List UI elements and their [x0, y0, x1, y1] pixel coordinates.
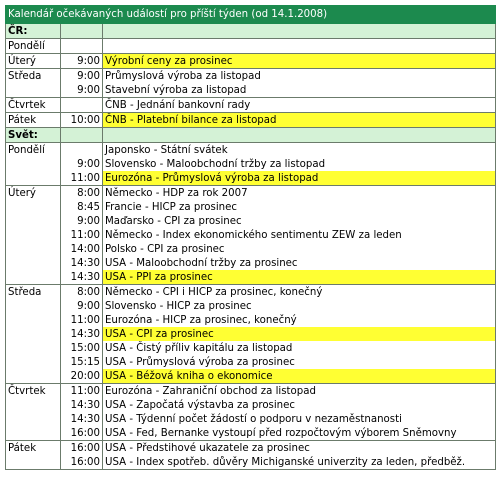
- event-row: [6, 54, 496, 69]
- day-cell: Středa: [6, 285, 61, 300]
- day-cell: Středa: [6, 69, 61, 84]
- event-row: [6, 200, 496, 214]
- event-description: Průmyslová výroba za listopad: [103, 69, 496, 84]
- day-cell: [6, 242, 61, 256]
- event-description: Francie - HICP za prosinec: [103, 200, 496, 214]
- event-description: USA - CPI za prosinec: [103, 327, 496, 341]
- day-cell: Pondělí: [6, 143, 61, 158]
- event-description: Maďarsko - CPI za prosinec: [103, 214, 496, 228]
- event-description: Polsko - CPI za prosinec: [103, 242, 496, 256]
- event-time: 14:30: [61, 256, 103, 270]
- day-cell: [6, 214, 61, 228]
- event-row: [6, 270, 496, 285]
- section-label: ČR:: [6, 24, 61, 39]
- event-time: 20:00: [61, 369, 103, 384]
- event-row: [6, 341, 496, 355]
- day-cell: [6, 171, 61, 186]
- event-row: [6, 186, 496, 201]
- section-label: Svět:: [6, 128, 61, 143]
- event-time: 9:00: [61, 83, 103, 98]
- event-time: 11:00: [61, 313, 103, 327]
- day-cell: Čtvrtek: [6, 384, 61, 399]
- day-cell: [6, 327, 61, 341]
- event-time: 10:00: [61, 113, 103, 128]
- day-cell: [6, 341, 61, 355]
- event-row: [6, 299, 496, 313]
- event-time: 16:00: [61, 455, 103, 470]
- section-event-cell: [103, 128, 496, 143]
- event-description: ČNB - Platební bilance za listopad: [103, 113, 496, 128]
- event-description: USA - Index spotřeb. důvěry Michiganské univerzity za leden, předběž.: [103, 455, 496, 470]
- day-cell: Pátek: [6, 113, 61, 128]
- event-description: Stavební výroba za listopad: [103, 83, 496, 98]
- event-time: 9:00: [61, 157, 103, 171]
- event-description: Slovensko - Maloobchodní tržby za listopad: [103, 157, 496, 171]
- event-time: 16:00: [61, 441, 103, 456]
- event-description: USA - Fed, Bernanke vystoupí před rozpočtovým výborem Sněmovny: [103, 426, 496, 441]
- title-row: [6, 6, 496, 24]
- event-row: [6, 143, 496, 158]
- section-header-row: [6, 24, 496, 39]
- day-cell: Úterý: [6, 186, 61, 201]
- calendar-title: Kalendář očekávaných událostí pro příští týden (od 14.1.2008): [6, 6, 496, 24]
- event-time: 8:00: [61, 186, 103, 201]
- day-cell: Pátek: [6, 441, 61, 456]
- section-time-cell: [61, 128, 103, 143]
- event-row: [6, 98, 496, 113]
- event-time: 8:00: [61, 285, 103, 300]
- event-description: Japonsko - Státní svátek: [103, 143, 496, 158]
- event-time: [61, 143, 103, 158]
- event-description: Slovensko - HICP za prosinec: [103, 299, 496, 313]
- event-row: [6, 327, 496, 341]
- event-time: 11:00: [61, 228, 103, 242]
- day-cell: [6, 398, 61, 412]
- event-description: Německo - CPI i HICP za prosinec, konečný: [103, 285, 496, 300]
- event-time: 15:00: [61, 341, 103, 355]
- event-calendar-table: [5, 5, 496, 470]
- event-time: 9:00: [61, 299, 103, 313]
- day-cell: [6, 412, 61, 426]
- day-cell: Čtvrtek: [6, 98, 61, 113]
- event-time: 14:30: [61, 412, 103, 426]
- event-row: [6, 228, 496, 242]
- event-row: [6, 171, 496, 186]
- event-row: [6, 69, 496, 84]
- event-description: USA - Předstihové ukazatele za prosinec: [103, 441, 496, 456]
- day-cell: [6, 313, 61, 327]
- day-cell: [6, 355, 61, 369]
- event-row: [6, 441, 496, 456]
- event-row: [6, 313, 496, 327]
- section-time-cell: [61, 24, 103, 39]
- event-row: [6, 83, 496, 98]
- event-time: 8:45: [61, 200, 103, 214]
- event-row: [6, 412, 496, 426]
- calendar-body: [6, 6, 496, 470]
- event-time: 14:30: [61, 398, 103, 412]
- event-time: 11:00: [61, 384, 103, 399]
- day-cell: [6, 426, 61, 441]
- event-description: Německo - Index ekonomického sentimentu ZEW za leden: [103, 228, 496, 242]
- event-description: USA - Maloobchodní tržby za prosinec: [103, 256, 496, 270]
- event-row: [6, 242, 496, 256]
- event-row: [6, 426, 496, 441]
- event-row: [6, 355, 496, 369]
- event-row: [6, 39, 496, 54]
- day-cell: [6, 455, 61, 470]
- event-time: 14:00: [61, 242, 103, 256]
- event-description: ČNB - Jednání bankovní rady: [103, 98, 496, 113]
- event-time: 15:15: [61, 355, 103, 369]
- event-row: [6, 113, 496, 128]
- event-description: USA - PPI za prosinec: [103, 270, 496, 285]
- event-time: 9:00: [61, 214, 103, 228]
- day-cell: [6, 157, 61, 171]
- event-row: [6, 384, 496, 399]
- event-row: [6, 214, 496, 228]
- event-row: [6, 157, 496, 171]
- event-row: [6, 285, 496, 300]
- event-description: Výrobní ceny za prosinec: [103, 54, 496, 69]
- event-time: [61, 39, 103, 54]
- event-row: [6, 455, 496, 470]
- event-description: USA - Čistý příliv kapitálu za listopad: [103, 341, 496, 355]
- event-description: USA - Béžová kniha o ekonomice: [103, 369, 496, 384]
- event-description: Eurozóna - Průmyslová výroba za listopad: [103, 171, 496, 186]
- day-cell: [6, 228, 61, 242]
- day-cell: [6, 200, 61, 214]
- day-cell: [6, 256, 61, 270]
- event-time: [61, 98, 103, 113]
- event-row: [6, 256, 496, 270]
- event-description: Eurozóna - Zahraniční obchod za listopad: [103, 384, 496, 399]
- section-header-row: [6, 128, 496, 143]
- day-cell: Úterý: [6, 54, 61, 69]
- event-time: 9:00: [61, 54, 103, 69]
- event-row: [6, 369, 496, 384]
- day-cell: Pondělí: [6, 39, 61, 54]
- event-description: USA - Započatá výstavba za prosinec: [103, 398, 496, 412]
- day-cell: [6, 369, 61, 384]
- event-description: [103, 39, 496, 54]
- event-description: USA - Průmyslová výroba za prosinec: [103, 355, 496, 369]
- section-event-cell: [103, 24, 496, 39]
- event-time: 11:00: [61, 171, 103, 186]
- event-time: 14:30: [61, 270, 103, 285]
- event-row: [6, 398, 496, 412]
- day-cell: [6, 83, 61, 98]
- event-description: Německo - HDP za rok 2007: [103, 186, 496, 201]
- event-description: Eurozóna - HICP za prosinec, konečný: [103, 313, 496, 327]
- event-time: 16:00: [61, 426, 103, 441]
- day-cell: [6, 299, 61, 313]
- event-time: 9:00: [61, 69, 103, 84]
- day-cell: [6, 270, 61, 285]
- event-description: USA - Týdenní počet žádostí o podporu v nezaměstnanosti: [103, 412, 496, 426]
- event-time: 14:30: [61, 327, 103, 341]
